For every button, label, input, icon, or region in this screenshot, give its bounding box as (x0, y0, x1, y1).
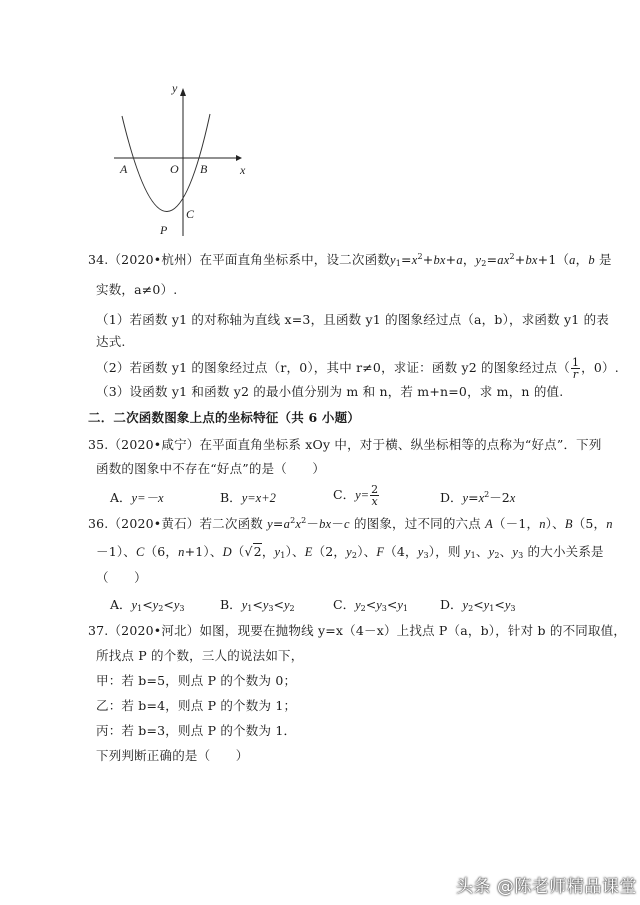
fraction-numerator: 1 (571, 356, 580, 369)
q35-option-a[interactable] (110, 490, 164, 506)
fraction-denominator: r (572, 368, 579, 381)
q35-option-d[interactable] (440, 490, 515, 506)
q35-line2: 函数的图象中不存在“好点”的是（ ） (96, 461, 326, 476)
x-axis-arrow (236, 155, 242, 161)
option-label: C． (333, 487, 356, 502)
point-C-label: C (186, 207, 195, 221)
q36-option-c[interactable] (333, 597, 408, 613)
fraction-numerator: 2 (371, 483, 379, 496)
option-text: y=x+2 (241, 491, 276, 505)
option-label: B． (220, 490, 242, 505)
q36-option-d[interactable] (440, 597, 515, 613)
option-label: D． (440, 490, 463, 505)
q37-line1 (88, 623, 626, 639)
section-heading: 二．二次函数图象上点的坐标特征（共 6 小题） (88, 410, 361, 425)
fraction-denominator: x (371, 495, 378, 508)
q35-stem: 在平面直角坐标系 xOy 中，对于横、纵坐标相等的点称为“好点”．下列 (199, 437, 602, 452)
option-label: D． (440, 597, 463, 612)
q34-part2-tail: ，0）. (581, 360, 619, 375)
option-text: y=－x (131, 491, 164, 505)
q35-line1 (88, 437, 602, 453)
y-axis-arrow (180, 88, 186, 96)
q34-y1-def: $y_1=x^2+bx+a$， (390, 252, 476, 268)
q36-line3: （ ） (96, 570, 147, 585)
q37-stem: 如图，现要在抛物线 y=x（4－x）上找点 P（a，b），针对 b 的不同取值， (199, 623, 627, 638)
q34-part1-line2: 达式. (96, 334, 126, 349)
q35-option-c[interactable] (333, 484, 380, 507)
q37-ask: 下列判断正确的是（ ） (96, 748, 249, 763)
point-P-label: P (160, 223, 168, 236)
option-text: y= (355, 488, 370, 502)
q34-part1-line1: （1）若函数 y1 的对称轴为直线 x=3，且函数 y1 的图象经过点（a，b），求函数 y1 的表 (96, 312, 609, 327)
q36-line1 (88, 516, 613, 532)
q36-line2: －1）、C（6，n+1）、D（√2，$y_1$）、E（2，$y_2$）、F（4，$y_3$），则 $y_1$、$y_2$、$y_3$ 的大小关系是 (96, 544, 604, 560)
watermark: 头条 @陈老师精品课堂 (456, 877, 637, 897)
q36-source: （2020•黄石） (108, 516, 200, 531)
option-fraction (370, 484, 379, 507)
q35-option-b[interactable] (220, 490, 276, 506)
option-text: $y=x^2-2x$ (462, 490, 516, 505)
q34-part2-fraction (571, 357, 580, 380)
q34-part2 (96, 357, 619, 380)
option-text: $y_1<y_2<y_3$ (131, 597, 185, 613)
q37-line2: 所找点 P 的个数，三人的说法如下， (96, 648, 304, 663)
q35-source: （2020•咸宁） (108, 437, 200, 452)
point-O-label: O (170, 162, 179, 176)
q34-number: 34. (88, 252, 109, 267)
q34-source: （2020•杭州） (108, 252, 200, 267)
q36-stem: 若二次函数 $y=a^2x^2-bx-c$ 的图象，过不同的六点 A（－1，n）、B（5，n (199, 516, 613, 531)
point-A-label: A (120, 162, 128, 176)
q37-statement-bing: 丙：若 b=3，则点 P 的个数为 1． (96, 723, 297, 738)
q37-statement-yi: 乙：若 b=4，则点 P 的个数为 1； (96, 698, 297, 713)
q36-option-b[interactable] (220, 597, 295, 613)
q37-number: 37. (88, 623, 109, 638)
option-text: $y_1<y_3<y_2$ (241, 597, 295, 613)
option-label: A． (110, 597, 132, 612)
parabola-curve (122, 114, 210, 212)
parabola-figure (108, 76, 258, 236)
y-axis-label: y (172, 81, 178, 95)
q36-number: 36. (88, 516, 109, 531)
option-label: B． (220, 597, 242, 612)
q34-part3: （3）设函数 y1 和函数 y2 的最小值分别为 m 和 n，若 m+n=0，求 m，n 的值. (96, 384, 564, 399)
option-text: $y_2<y_3<y_1$ (355, 597, 409, 613)
x-axis-label: x (240, 163, 246, 177)
q34-stem: 在平面直角坐标系中，设二次函数 (199, 252, 390, 267)
q34-line1 (88, 252, 612, 268)
q36-option-a[interactable] (110, 597, 184, 613)
q34-part2-text: （2）若函数 y1 的图象经过点（r，0），其中 r≠0，求证：函数 y2 的图象经过点（ (96, 360, 570, 375)
q35-number: 35. (88, 437, 109, 452)
option-text: $y_2<y_1<y_3$ (462, 597, 516, 613)
option-label: A． (110, 490, 132, 505)
q34-y2-def: $y_2=ax^2+bx+1(a$，b 是 (475, 252, 612, 268)
option-label: C． (333, 597, 356, 612)
point-B-label: B (200, 162, 208, 176)
q37-source: （2020•河北） (108, 623, 200, 638)
q37-statement-jia: 甲：若 b=5，则点 P 的个数为 0； (96, 673, 297, 688)
q34-line2: 实数，a≠0）. (96, 282, 178, 297)
